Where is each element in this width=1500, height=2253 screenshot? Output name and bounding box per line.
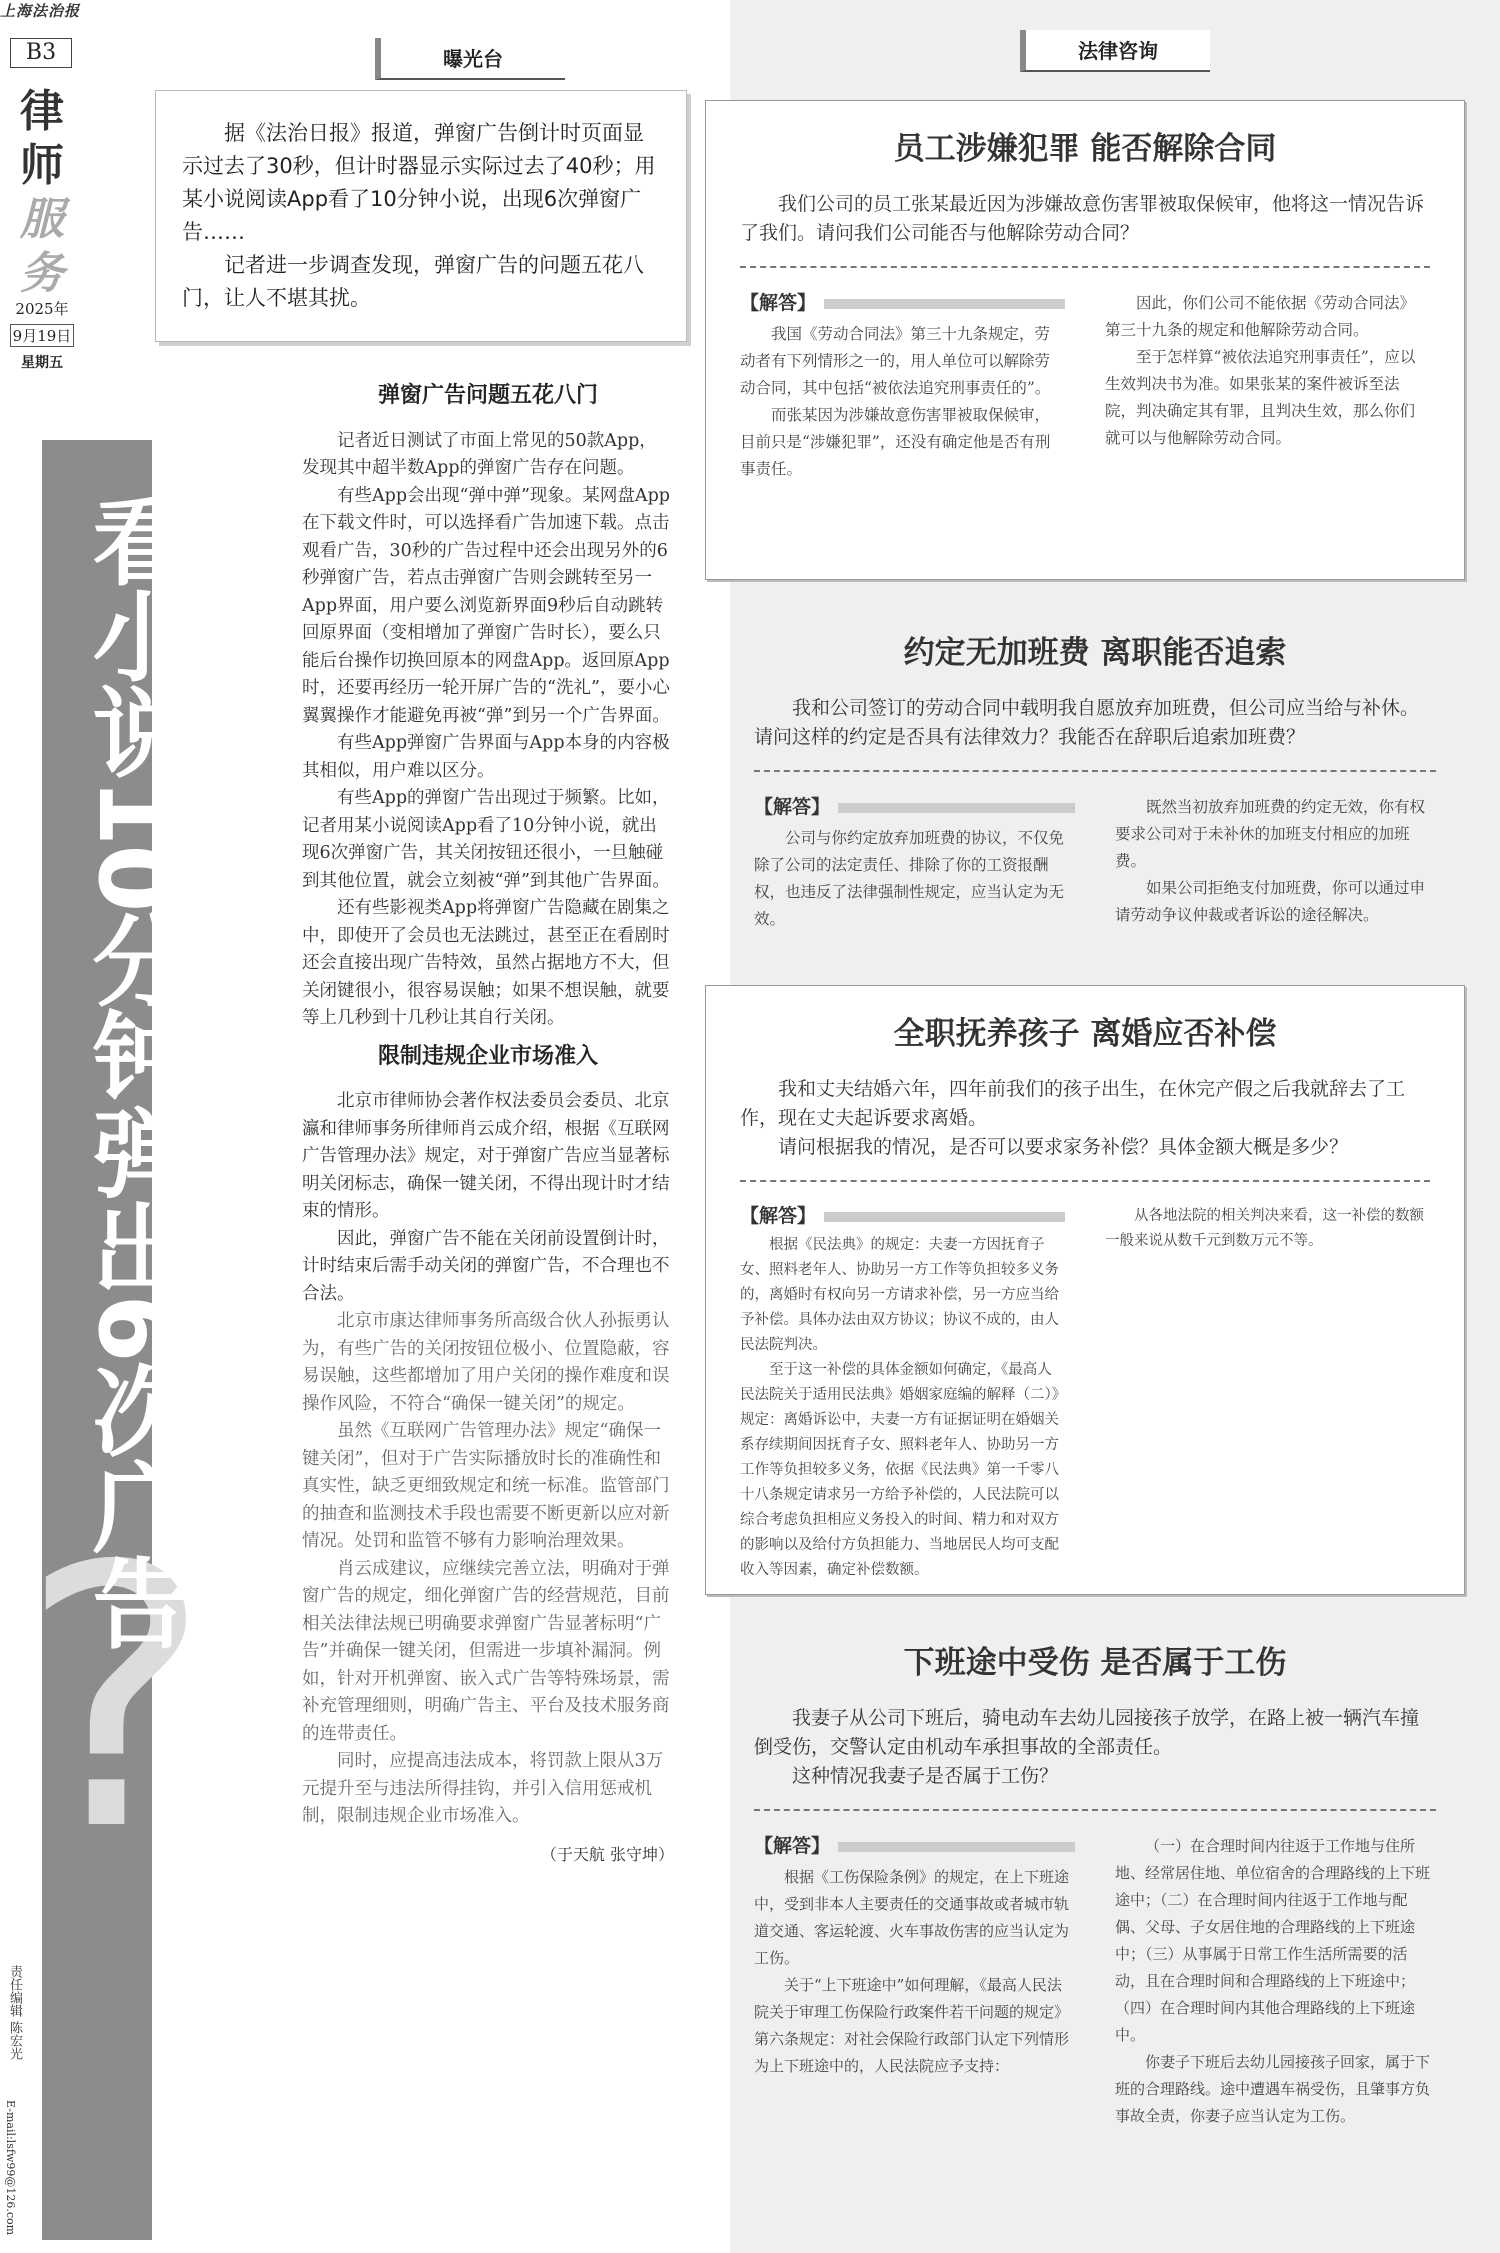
subheadline: 律师：须加大处罚力度提高违法成本 <box>198 700 244 1340</box>
consult-question: 我和公司签订的劳动合同中载明我自愿放弃加班费，但公司应当给与补休。请问这样的约定是否具有法律效力？我能否在辞职后追索加班费？ <box>754 697 1420 748</box>
answer-paragraph: 而张某因为涉嫌故意伤害罪被取保候审，目前只是“涉嫌犯罪”，还没有确定他是否有刑事责任。 <box>740 406 1051 478</box>
consult-answer <box>740 290 1430 483</box>
article-paragraph: 还有些影视类App将弹窗广告隐藏在剧集之中，即使开了会员也无法跳过，甚至正在看剧时还会直接出现广告特效，虽然占据地方不大，但关闭键很小，很容易误触；如果不想误触，就要等上几秒到十几秒让其自行关闭。 <box>302 898 670 1028</box>
consult-title: 全职抚养孩子 离婚应否补偿 <box>893 1016 1277 1052</box>
article-paragraph: 因此，弹窗广告不能在关闭前设置倒计时，计时结束后需手动关闭的弹窗广告，不合理也不合法。 <box>302 1228 670 1304</box>
consult-title: 下班途中受伤 是否属于工伤 <box>903 1645 1287 1681</box>
masthead-logo: 上海法治报 <box>0 2 81 20</box>
article-paragraph: 虽然《互联网广告管理办法》规定“确保一键关闭”，但对于广告实际播放时长的准确性和真实性，缺乏更细致规定和统一标准。监管部门的抽查和监测技术手段也需要不断更新以应对新情况。处罚和监管不够有力影响治理效果。 <box>302 1421 670 1551</box>
divider <box>754 1809 1436 1811</box>
article-paragraph: 有些App弹窗广告界面与App本身的内容极其相似，用户难以区分。 <box>302 733 670 781</box>
answer-label: 【解答】 <box>740 290 1065 317</box>
consult-question: 请问根据我的情况，是否可以要求家务补偿？具体金额大概是多少？ <box>778 1136 1349 1158</box>
headline: 看小说10分钟弹出6次广告 <box>76 490 190 1649</box>
question-mark-icon: ? <box>20 1490 212 1909</box>
answer-paragraph: 你妻子下班后去幼儿园接孩子回家，属于下班的合理路线。途中遭遇车祸受伤，且肇事方负事故全责，你妻子应当认定为工伤。 <box>1115 2053 1431 2125</box>
section-title <box>10 85 74 301</box>
intro-paragraph: 记者进一步调查发现，弹窗广告的问题五花八门，让人不堪其扰。 <box>182 253 644 310</box>
main-article <box>302 372 674 1868</box>
answer-paragraph: 至于怎样算“被依法追究刑事责任”，应以生效判决书为准。如果张某的案件被诉至法院，判决确定其有罪，且判决生效，那么你们就可以与他解除劳动合同。 <box>1105 348 1416 447</box>
date-month-day: 9月19日 <box>10 324 74 347</box>
consult-title: 约定无加班费 离职能否追索 <box>903 635 1287 671</box>
intro-paragraph: 据《法治日报》报道，弹窗广告倒计时页面显示过去了30秒，但计时器显示实际过去了40秒；用某小说阅读App看了10分钟小说，出现6次弹窗广告…… <box>182 121 656 244</box>
answer-paragraph: 我国《劳动合同法》第三十九条规定，劳动者有下列情形之一的，用人单位可以解除劳动合同，其中包括“被依法追究刑事责任的”。 <box>740 325 1051 397</box>
intro-box <box>155 90 687 342</box>
answer-paragraph: 公司与你约定放弃加班费的协议，不仅免除了公司的法定责任、排除了你的工资报酬权，也违反了法律强制性规定，应当认定为无效。 <box>754 829 1065 928</box>
article-paragraph: 有些App会出现“弹中弹”现象。某网盘App在下载文件时，可以选择看广告加速下载。点击观看广告，30秒的广告过程中还会出现另外的6秒弹窗广告，若点击弹窗广告则会跳转至另一App界面，用户要么浏览新界面9秒后自动跳转回原界面（变相增加了弹窗广告时长），要么只能后台操作切换回原本的网盘App。返回原App时，还要再经历一轮开屏广告的“洗礼”，要小心翼翼操作才能避免再被“弹”到另一个广告界面。 <box>302 485 670 726</box>
column-tag-legal-consult: 法律咨询 <box>1020 30 1210 72</box>
article-paragraph: 有些App的弹窗广告出现过于频繁。比如，记者用某小说阅读App看了10分钟小说，就出现6次弹窗广告，其关闭按钮还很小，一旦触碰到其他位置，就会立刻被“弹”到其他广告界面。 <box>302 788 670 891</box>
answer-label: 【解答】 <box>740 1204 1065 1229</box>
consult-question: 这种情况我妻子是否属于工伤？ <box>792 1765 1059 1787</box>
article-paragraph: 记者近日测试了市面上常见的50款App，发现其中超半数App的弹窗广告存在问题。 <box>302 430 657 478</box>
section-char: 律 <box>20 86 64 137</box>
consult-card <box>720 1615 1470 2235</box>
consult-card <box>720 605 1470 975</box>
article-subheading: 限制违规企业市场准入 <box>377 1043 598 1069</box>
answer-paragraph: 如果公司拒绝支付加班费，你可以通过申请劳动争议仲裁或者诉讼的途径解决。 <box>1115 879 1426 924</box>
consult-question: 我和丈夫结婚六年，四年前我们的孩子出生，在休完产假之后我就辞去了工作，现在丈夫起诉要求离婚。 <box>740 1078 1406 1129</box>
article-paragraph: 肖云成建议，应继续完善立法，明确对于弹窗广告的规定，细化弹窗广告的经营规范，目前相关法律法规已明确要求弹窗广告显著标明“广告”并确保一键关闭，但需进一步填补漏洞。例如，针对开机弹窗、嵌入式广告等特殊场景，需补充管理细则，明确广告主、平台及技术服务商的连带责任。 <box>302 1558 670 1744</box>
answer-label: 【解答】 <box>754 1833 1075 1860</box>
consult-card <box>705 985 1465 1595</box>
answer-paragraph: 从各地法院的相关判决来看，这一补偿的数额一般来说从数千元到数万元不等。 <box>1105 1208 1424 1249</box>
answer-paragraph: 至于这一补偿的具体金额如何确定，《最高人民法院关于适用民法典》婚姻家庭编的解释（二）》规定：离婚诉讼中，夫妻一方有证据证明在婚姻关系存续期间因抚育子女、照料老年人、协助另一方工作等负担较多义务，依据《民法典》第一千零八十八条规定请求另一方给予补偿的，人民法院可以综合考虑负担相应义务投入的时间、精力和对双方的影响以及给付方负担能力、当地居民人均可支配收入等因素，确定补偿数额。 <box>740 1362 1059 1578</box>
answer-paragraph: 关于“上下班途中”如何理解，《最高人民法院关于审理工伤保险行政案件若干问题的规定》第六条规定：对社会保险行政部门认定下列情形为上下班途中的，人民法院应予支持： <box>754 1976 1070 2075</box>
date-year: 2025年 <box>15 300 69 318</box>
article-subheading: 弹窗广告问题五花八门 <box>377 383 598 408</box>
divider <box>740 266 1430 268</box>
answer-paragraph: 因此，你们公司不能依据《劳动合同法》第三十九条的规定和他解除劳动合同。 <box>1105 294 1416 339</box>
section-char: 务 <box>20 248 64 299</box>
section-char: 服 <box>20 194 64 245</box>
answer-paragraph: 根据《民法典》的规定：夫妻一方因抚育子女、照料老年人、协助另一方工作等负担较多义务的，离婚时有权向另一方请求补偿，另一方应当给予补偿。具体办法由双方协议；协议不成的，由人民法院判决。 <box>740 1237 1059 1353</box>
date-weekday: 星期五 <box>21 355 63 371</box>
article-paragraph: 北京市康达律师事务所高级合伙人孙振勇认为，有些广告的关闭按钮位极小、位置隐蔽，容易误触，这些都增加了用户关闭的操作难度和误操作风险，不符合“确保一键关闭”的规定。 <box>302 1311 670 1414</box>
consult-title: 员工涉嫌犯罪 能否解除合同 <box>893 131 1277 167</box>
divider <box>740 1180 1430 1182</box>
consult-question: 我妻子从公司下班后，骑电动车去幼儿园接孩子放学，在路上被一辆汽车撞倒受伤，交警认定由机动车承担事故的全部责任。 <box>754 1707 1420 1758</box>
consult-answer <box>740 1204 1430 1583</box>
answer-paragraph: 根据《工伤保险条例》的规定，在上下班途中，受到非本人主要责任的交通事故或者城市轨道交通、客运轮渡、火车事故伤害的应当认定为工伤。 <box>754 1868 1070 1967</box>
consult-answer <box>754 1833 1436 2130</box>
section-char: 师 <box>20 140 64 191</box>
consult-answer <box>754 794 1436 933</box>
consult-card <box>705 100 1465 580</box>
byline: （于天航 张守坤） <box>540 1844 674 1864</box>
editor-credit: 责任编辑 陈宏光 <box>7 1965 22 2061</box>
answer-label: 【解答】 <box>754 794 1075 821</box>
page-number: B3 <box>10 38 72 68</box>
article-paragraph: 同时，应提高违法成本，将罚款上限从3万元提升至与违法所得挂钩，并引入信用惩戒机制，限制违规企业市场准入。 <box>302 1751 664 1826</box>
answer-paragraph: （一）在合理时间内往返于工作地与住所地、经常居住地、单位宿舍的合理路线的上下班途中；（二）在合理时间内往返于工作地与配偶、父母、子女居住地的合理路线的上下班途中；（三）从事属于日常工作生活所需要的活动，且在合理时间和合理路线的上下班途中；（四）在合理时间内其他合理路线的上下班途中。 <box>1115 1837 1431 2044</box>
editor-email: E-mail:lsfw99@126.com <box>4 2100 17 2236</box>
answer-paragraph: 既然当初放弃加班费的约定无效，你有权要求公司对于未补休的加班支付相应的加班费。 <box>1115 798 1426 870</box>
consult-question: 我们公司的员工张某最近因为涉嫌故意伤害罪被取保候审，他将这一情况告诉了我们。请问我们公司能否与他解除劳动合同？ <box>740 193 1425 244</box>
article-paragraph: 北京市律师协会著作权法委员会委员、北京瀛和律师事务所律师肖云成介绍，根据《互联网广告管理办法》规定，对于弹窗广告应当显著标明关闭标志，确保一键关闭，不得出现计时才结束的情形。 <box>302 1091 670 1221</box>
divider <box>754 770 1436 772</box>
column-tag-exposure: 曝光台 <box>375 38 565 80</box>
